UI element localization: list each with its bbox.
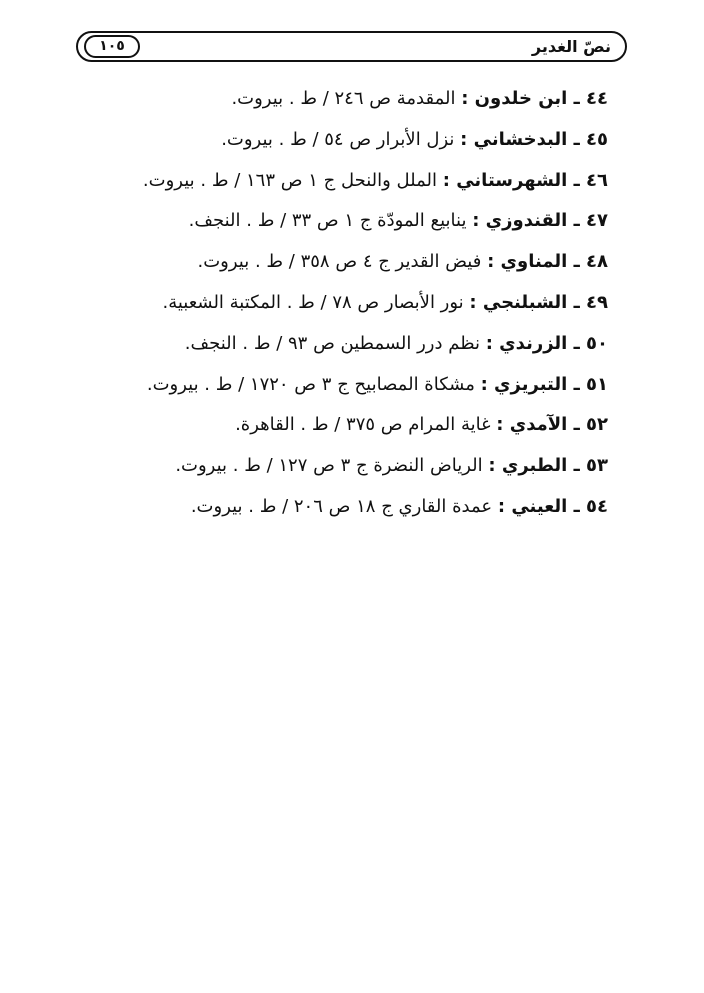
list-item — [128, 247, 608, 288]
entry-author: ٤٨ ـ المناوي : — [487, 251, 608, 273]
list-item — [128, 329, 608, 370]
entry-source: الرياض النضرة ج ٣ ص ١٢٧ / ط . بيروت. — [175, 455, 489, 477]
running-header — [76, 31, 627, 62]
list-item — [128, 125, 608, 166]
entry-author: ٥٣ ـ الطبري : — [488, 455, 608, 477]
entry-author: ٥١ ـ التبريزي : — [480, 373, 608, 395]
list-item — [128, 84, 608, 125]
list-item — [128, 492, 608, 533]
entry-author: ٤٥ ـ البدخشاني : — [460, 128, 608, 150]
reference-list — [128, 84, 608, 533]
entry-source: غاية المرام ص ٣٧٥ / ط . القاهرة. — [235, 414, 497, 436]
list-item — [128, 288, 608, 329]
list-item — [128, 370, 608, 411]
header-title: نصّ الغدير — [531, 37, 611, 56]
entry-author: ٤٦ ـ الشهرستاني : — [442, 169, 608, 191]
entry-source: المقدمة ص ٢٤٦ / ط . بيروت. — [231, 88, 462, 109]
list-item — [128, 410, 608, 451]
list-item — [128, 166, 608, 207]
entry-source: نظم درر السمطين ص ٩٣ / ط . النجف. — [184, 332, 486, 354]
entry-author: ٤٧ ـ القندوزي : — [472, 210, 608, 232]
list-item — [128, 206, 608, 247]
list-item — [128, 451, 608, 492]
entry-author: ٤٤ ـ ابن خلدون : — [461, 88, 608, 109]
entry-source: ينابيع المودّة ج ١ ص ٣٣ / ط . النجف. — [188, 210, 473, 232]
entry-author: ٥٠ ـ الزرندي : — [485, 332, 608, 354]
page-number: ١٠٥ — [84, 35, 140, 58]
entry-author: ٥٢ ـ الآمدي : — [496, 414, 608, 436]
entry-author: ٥٤ ـ العيني : — [497, 495, 608, 517]
entry-source: عمدة القاري ج ١٨ ص ٢٠٦ / ط . بيروت. — [190, 495, 498, 517]
entry-source: مشكاة المصابيح ج ٣ ص ١٧٢٠ / ط . بيروت. — [146, 373, 481, 395]
entry-source: الملل والنحل ج ١ ص ١٦٣ / ط . بيروت. — [142, 169, 443, 191]
entry-source: فيض القدير ج ٤ ص ٣٥٨ / ط . بيروت. — [197, 251, 488, 273]
entry-source: نزل الأبرار ص ٥٤ / ط . بيروت. — [221, 128, 461, 150]
entry-source: نور الأبصار ص ٧٨ / ط . المكتبة الشعبية. — [162, 291, 470, 313]
entry-author: ٤٩ ـ الشبلنجي : — [469, 291, 608, 313]
